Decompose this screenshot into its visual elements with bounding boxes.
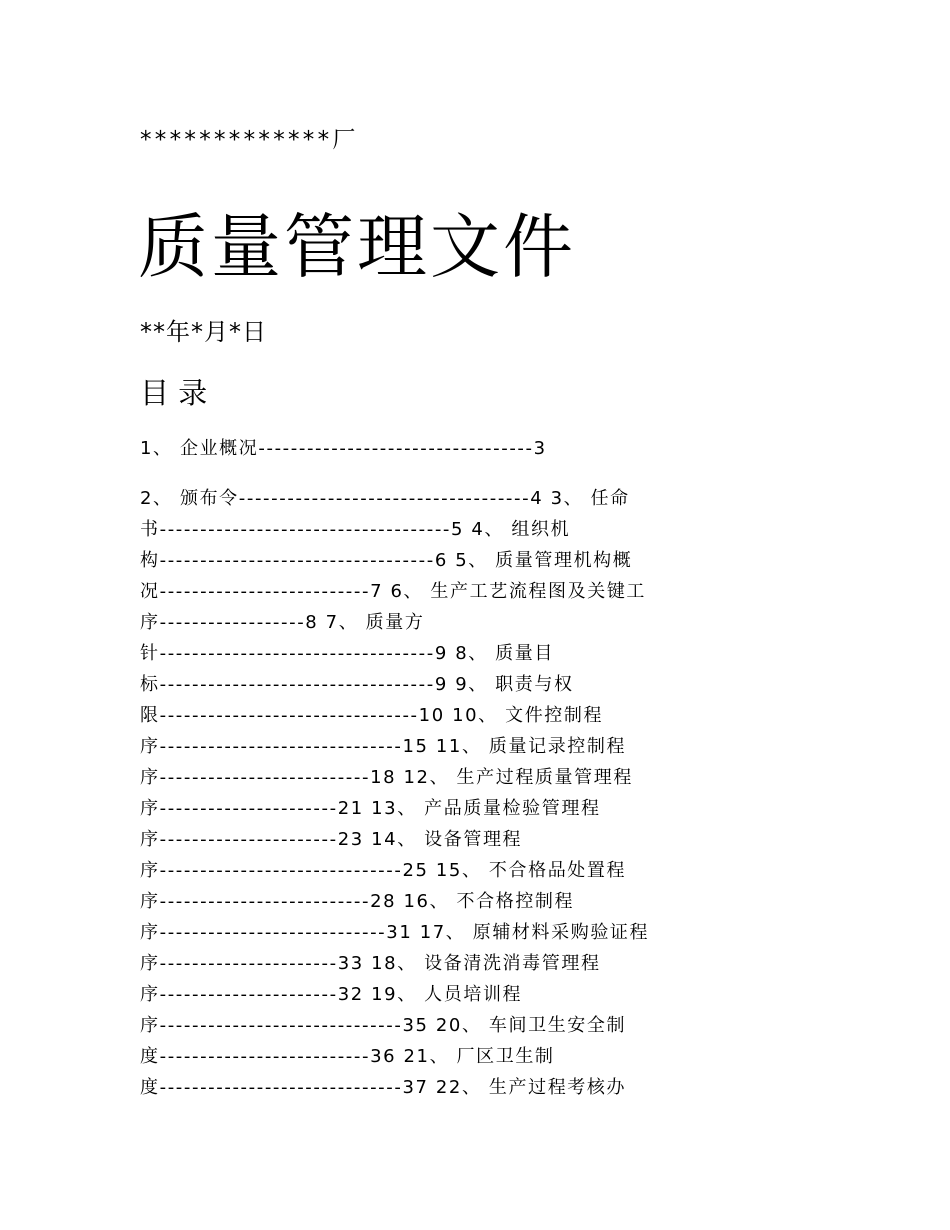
toc-line: 标----------------------------------9 9、 职责与权 (140, 674, 574, 695)
toc-line: 序------------------------------25 15、 不合格品处置程 (140, 860, 627, 881)
toc-line: 限--------------------------------10 10、 文件控制程 (140, 705, 604, 726)
toc-line: 度------------------------------37 22、 生产过程考核办 (140, 1077, 627, 1098)
toc-line: 序------------------------------35 20、 车间卫生安全制 (140, 1015, 627, 1036)
toc-line: 2、 颁布令------------------------------------4 3、 任命 (140, 488, 630, 509)
toc-line: 序----------------------------31 17、 原辅材料采购验证程 (140, 922, 650, 943)
document-date: **年*月*日 (140, 318, 267, 346)
toc-line: 序----------------------21 13、 产品质量检验管理程 (140, 798, 601, 819)
document-title: 质量管理文件 (138, 206, 576, 288)
toc-entry: 1、 企业概况----------------------------------3 (140, 438, 547, 459)
toc-line: 序----------------------33 18、 设备清洗消毒管理程 (140, 953, 601, 974)
toc-line: 针----------------------------------9 8、 质量目 (140, 643, 554, 664)
toc-line: 构----------------------------------6 5、 质量管理机构概 (140, 550, 633, 571)
toc-line: 序------------------------------15 11、 质量记录控制程 (140, 736, 627, 757)
toc-line: 序--------------------------28 16、 不合格控制程 (140, 891, 575, 912)
factory-name: *************厂 (140, 127, 359, 153)
toc-line: 度--------------------------36 21、 厂区卫生制 (140, 1046, 555, 1067)
toc-line: 序----------------------32 19、 人员培训程 (140, 984, 523, 1005)
table-of-contents (140, 483, 740, 1103)
toc-line: 序--------------------------18 12、 生产过程质量管理程 (140, 767, 633, 788)
toc-line: 序----------------------23 14、 设备管理程 (140, 829, 523, 850)
toc-line: 序------------------8 7、 质量方 (140, 612, 425, 633)
toc-line: 况--------------------------7 6、 生产工艺流程图及关键工 (140, 581, 647, 602)
toc-heading: 目 录 (140, 376, 208, 410)
toc-line: 书------------------------------------5 4、 组织机 (140, 519, 571, 540)
